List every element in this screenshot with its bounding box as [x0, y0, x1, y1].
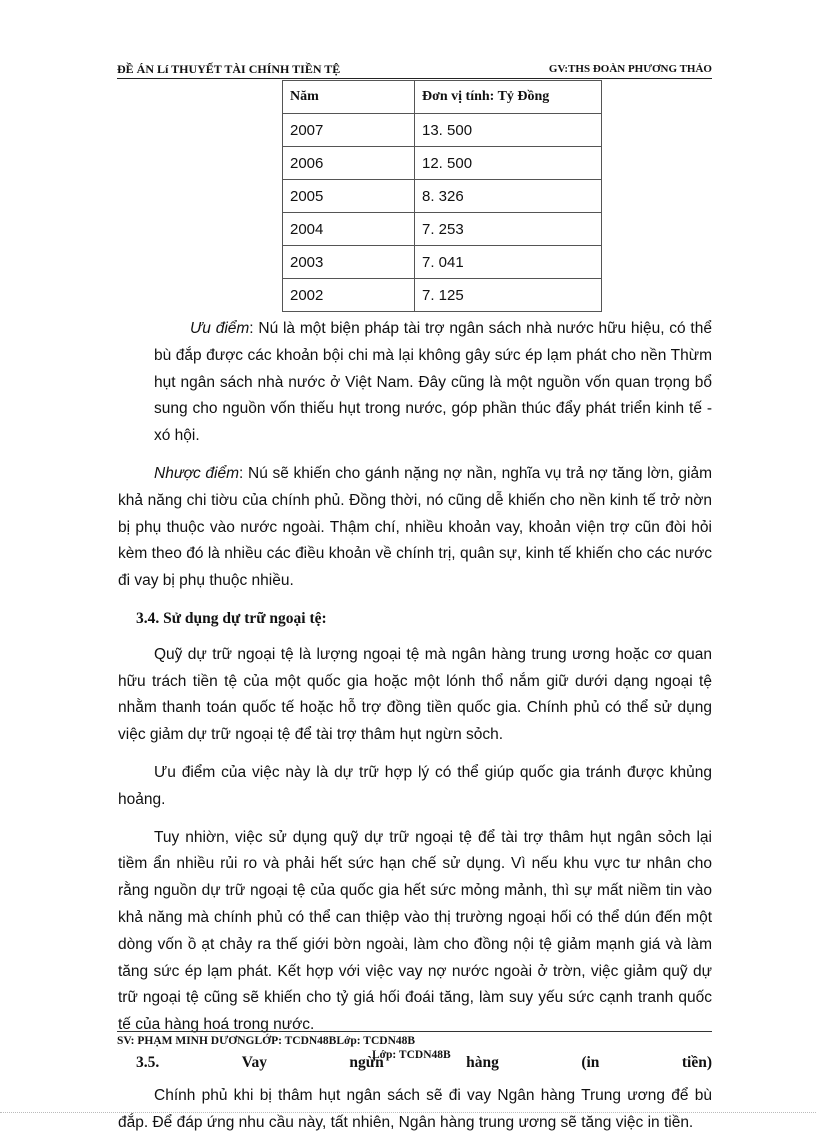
page-header — [117, 60, 712, 79]
table-cell-year: 2006 — [283, 147, 415, 180]
table-header-row — [283, 81, 602, 114]
section-heading-3-4: 3.4. Sử dụng dự trữ ngoại tệ: — [136, 609, 327, 627]
advantages-label: Ưu điểm — [190, 320, 250, 337]
table-cell-value: 12. 500 — [415, 147, 602, 180]
heading-word: (in — [581, 1053, 600, 1071]
paragraph-reserves-advantage: Ưu điểm của việc này là dự trữ hợp lý có thể giúp quốc gia tránh được khủng hoảng. — [118, 763, 712, 808]
column-header-unit: Đơn vị tính: Tỷ Đồng — [415, 81, 602, 114]
table-cell-value: 7. 125 — [415, 279, 602, 312]
heading-word: hàng — [466, 1053, 499, 1071]
table-row — [283, 246, 602, 279]
table-cell-value: 8. 326 — [415, 180, 602, 213]
paragraph-advantages — [154, 316, 712, 450]
header-teacher: GV:THS ĐOÀN PHƯƠNG THẢO — [548, 63, 712, 75]
paragraph-disadvantages — [118, 461, 712, 595]
heading-word: ngừn — [349, 1053, 384, 1071]
advantages-text: : Nú là một biện pháp tài trợ ngân sách nhà nước hữu hiệu, có thể bù đắp được các khoản bội chi mà lại không gây sức ép lạm phát cho nền Thừm hụt ngân sách nhà nước ở Việt Nam. Đây cũng là một nguồn vốn quan trọng bổ sung cho nguồn vốn thiếu hụt trong nước, góp phần thúc đẩy phát triển kinh tế - xó hội. — [154, 320, 712, 445]
footer-divider — [117, 1031, 712, 1032]
disadvantages-text: : Nú sẽ khiến cho gánh nặng nợ nần, nghĩa vụ trả nợ tăng lờn, giảm khả năng chi tiờu của chính phủ. Đồng thời, nó cũng dễ khiến cho nền kinh tế trở nờn bị phụ thuộc vào nước ngoài. Thậm chí, nhiều khoản vay, khoản viện trợ cũn đòi hỏi kèm theo đó là nhiều các điều khoản về chính trị, quân sự, kinh tế khiến cho các nước đi vay bị phụ thuộc nhiều. — [118, 464, 712, 590]
table-row — [283, 213, 602, 246]
table-row — [283, 147, 602, 180]
budget-table — [282, 80, 602, 312]
page-bottom-border — [0, 1112, 816, 1113]
document-body — [118, 316, 712, 1147]
footer-student: SV: PHẠM MINH DƯƠNGLỚP: TCDN48BLớp: TCDN48B — [117, 1035, 416, 1047]
table-cell-year: 2002 — [283, 279, 415, 312]
paragraph-reserves-definition: Quỹ dự trữ ngoại tệ là lượng ngoại tệ mà ngân hàng trung ương hoặc cơ quan hữu trách tiền tệ của một quốc gia hoặc một lónh thổ nắm giữ dưới dạng ngoại tệ nhằm thanh toán quốc tế hoặc hỗ trợ đồng tiền quốc gia. Chính phủ có thể sử dụng việc giảm dự trữ ngoại tệ để tài trợ thâm hụt ngừn sỏch. — [118, 645, 712, 744]
table-cell-value: 7. 253 — [415, 213, 602, 246]
table-cell-year: 2004 — [283, 213, 415, 246]
table-cell-year: 2007 — [283, 114, 415, 147]
heading-word: 3.5. — [136, 1053, 160, 1071]
table-cell-value: 13. 500 — [415, 114, 602, 147]
table-cell-value: 7. 041 — [415, 246, 602, 279]
table-cell-year: 2005 — [283, 180, 415, 213]
header-title: ĐỀ ÁN Lí THUYẾT TÀI CHÍNH TIỀN TỆ — [117, 62, 341, 76]
paragraph-reserves-risks: Tuy nhiờn, việc sử dụng quỹ dự trữ ngoại tệ để tài trợ thâm hụt ngân sỏch lại tiềm ẩn nhiều rủi ro và phải hết sức hạn chế sử dụng. Vì nếu khu vực tư nhân cho rằng nguồn dự trữ ngoại tệ của quốc gia hết sức mỏng mảnh, thì sự mất niềm tin vào khả năng mà chính phủ có thể can thiệp vào thị trường ngoại hối có thể dún đến một dòng vốn ồ ạt chảy ra thế giới bờn ngoài, làm cho đồng nội tệ giảm mạnh giá và làm tăng sức ép lạm phát. Kết hợp với việc vay nợ nước ngoài ở trờn, việc giảm quỹ dự trữ ngoại tệ cũng sẽ khiến cho tỷ giá hối đoái tăng, làm suy yếu sức cạnh tranh quốc tế của hàng hoá trong nước. — [118, 828, 712, 1034]
paragraph-money-printing: Chính phủ khi bị thâm hụt ngân sách sẽ đi vay Ngân hàng Trung ương để bù đắp. Để đáp ứng nhu cầu này, tất nhiên, Ngân hàng trung ương sẽ tăng việc in tiền. — [118, 1086, 712, 1131]
table-row — [283, 279, 602, 312]
table-row — [283, 114, 602, 147]
disadvantages-label: Nhược điểm — [154, 464, 240, 482]
column-header-year: Năm — [283, 81, 415, 114]
heading-word: Vay — [241, 1053, 267, 1071]
heading-word: tiền) — [681, 1053, 712, 1071]
table-row — [283, 180, 602, 213]
table-cell-year: 2003 — [283, 246, 415, 279]
footer-class: Lớp: TCDN48B — [372, 1049, 451, 1061]
